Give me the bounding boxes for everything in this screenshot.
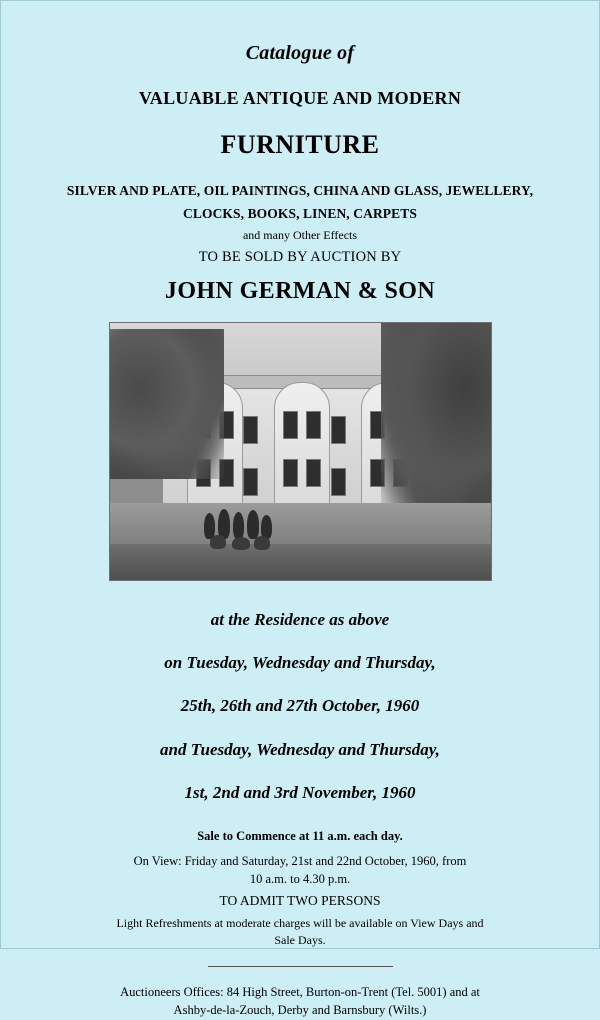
photo-lawn-shadow xyxy=(110,544,491,580)
photo-window xyxy=(306,459,321,487)
photo-window xyxy=(331,468,346,496)
residence-line: at the Residence as above xyxy=(210,609,390,629)
photo-window xyxy=(243,416,258,444)
photo-window xyxy=(331,416,346,444)
subheading-clocks-books: CLOCKS, BOOKS, LINEN, CARPETS xyxy=(183,205,417,221)
on-view-line-1: On View: Friday and Saturday, 21st and 22nd October, 1960, from xyxy=(133,853,467,868)
house-photograph xyxy=(109,322,492,581)
to-be-sold-by-auction: TO BE SOLD BY AUCTION BY xyxy=(198,248,402,265)
auctioneers-offices xyxy=(41,983,559,1020)
photo-figure xyxy=(210,535,226,549)
horizontal-divider xyxy=(208,966,393,967)
photograph-container xyxy=(41,322,559,581)
page-title-catalogue: Catalogue of xyxy=(245,42,355,64)
photo-house-bay xyxy=(274,382,330,518)
photo-figure xyxy=(232,537,250,550)
photo-figure xyxy=(247,510,259,539)
sale-date-line-3: and Tuesday, Wednesday and Thursday, xyxy=(160,739,440,759)
sale-date-line-4: 1st, 2nd and 3rd November, 1960 xyxy=(184,782,416,802)
photo-figure xyxy=(204,513,215,539)
photo-window xyxy=(283,459,298,487)
on-view-line-2: 10 a.m. to 4.30 p.m. xyxy=(249,871,351,886)
subheading-other-effects: and many Other Effects xyxy=(242,227,358,242)
refreshments-line-1: Light Refreshments at moderate charges will be available on View Days and xyxy=(116,915,484,930)
offices-line-2: Ashby-de-la-Zouch, Derby and Barnsbury (Wilts.) xyxy=(173,1003,427,1018)
photo-window xyxy=(283,411,298,439)
admit-two-persons-note: TO ADMIT TWO PERSONS xyxy=(219,893,381,908)
photo-trees-left xyxy=(109,329,224,479)
on-view-note xyxy=(41,852,559,888)
sale-date-line-2: 25th, 26th and 27th October, 1960 xyxy=(180,696,420,716)
photo-figures-group xyxy=(202,509,292,557)
sale-date-line-1: on Tuesday, Wednesday and Thursday, xyxy=(164,653,436,673)
auctioneer-name: JOHN GERMAN & SON xyxy=(164,277,436,304)
refreshments-line-2: Sale Days. xyxy=(274,933,326,948)
sale-commence-note: Sale to Commence at 11 a.m. each day. xyxy=(197,829,403,844)
photo-figure xyxy=(254,536,270,550)
photo-trees-right xyxy=(381,323,492,508)
refreshments-note xyxy=(41,915,559,950)
offices-line-1: Auctioneers Offices: 84 High Street, Burton-on-Trent (Tel. 5001) and at xyxy=(120,984,480,999)
photo-window xyxy=(243,468,258,496)
heading-valuable-antique-modern: VALUABLE ANTIQUE AND MODERN xyxy=(138,88,462,108)
heading-furniture: FURNITURE xyxy=(220,129,380,159)
photo-figure xyxy=(233,512,244,539)
photo-window xyxy=(306,411,321,439)
subheading-silver-plate: SILVER AND PLATE, OIL PAINTINGS, CHINA AND GLASS, JEWELLERY, xyxy=(66,183,534,198)
